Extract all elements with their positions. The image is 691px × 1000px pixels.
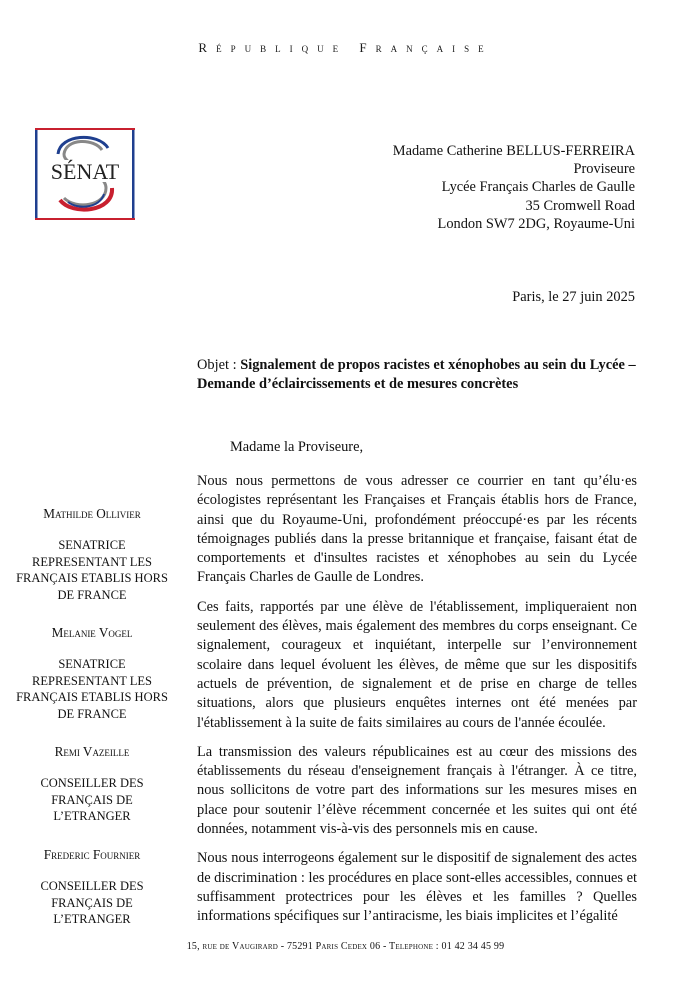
signatory-role: SENATRICE REPRESENTANT LES FRANÇAIS ETABLIS HORS DE FRANCE [16, 538, 168, 602]
paragraph: La transmission des valeurs républicaines est au cœur des missions des établissements du réseau d'enseignement français à l'étranger. À ce titre, nous sollicitons de votre part des informations sur les mesures mises en place pour soutenir l’élève récemment concernée et les suites qui ont été données, notamment vis-à-vis des personnels mis en cause. [197, 743, 637, 838]
object-separator: : [228, 357, 241, 373]
letter-object [197, 356, 637, 393]
recipient-title: Proviseure [573, 161, 635, 178]
letter-date: Paris, le 27 juin 2025 [512, 289, 635, 305]
recipient-school: Lycée Français Charles de Gaulle [441, 179, 635, 196]
recipient-city: London SW7 2DG, Royaume-Uni [437, 215, 635, 232]
signatory-role: CONSEILLER DES FRANÇAIS DE L’ETRANGER [40, 776, 144, 824]
recipient-address [393, 142, 635, 233]
logo-frame-left [35, 128, 38, 220]
recipient-name: Madame Catherine BELLUS-FERREIRA [392, 143, 635, 159]
footer-address: 15, rue de Vaugirard - 75291 Paris Cedex 06 - Telephone : 01 42 34 45 99 [186, 941, 505, 952]
logo-frame-bottom [35, 218, 135, 220]
salutation: Madame la Proviseure, [230, 439, 364, 455]
signatory-name: Frederic Fournier [43, 846, 141, 862]
paragraph: Nous nous interrogeons également sur le dispositif de signalement des actes de discrimination : les procédures en place sont-elles accessibles, connues et suffisamment protectrices pour les élèves et les familles ? Quelles informations spécifiques sur l’antiracisme, les biais implicites et l’égalité [197, 850, 637, 925]
object-text: Signalement de propos racistes et xénophobes au sein du Lycée – Demande d’éclaircissements et de mesures concrètes [197, 357, 636, 392]
paragraph: Ces faits, rapportés par une élève de l'établissement, impliqueraient non seulement des élèves, mais également des membres du corps enseignant. Ce signalement, courageux et inquiétant, interpelle sur l’environnement scolaire dans lequel évoluent les élèves, de même que sur les dispositifs actuels de prévention, de signalement et de prise en charge de telles situations, alors que plusieurs enquêtes internes ont été menées par l'établissement à la suite de faits similaires au cours de l'année écoulée. [197, 598, 637, 731]
signatories-sidebar [12, 506, 172, 927]
signatory-role: CONSEILLER DES FRANÇAIS DE L’ETRANGER [40, 879, 144, 926]
logo-frame-right [132, 128, 135, 220]
paragraph: Nous nous permettons de vous adresser ce courrier en tant qu’élu·es écologistes représentant les Françaises et Français établis hors de France, ainsi que du Royaume-Uni, profondément préoccupé·es par les récents témoignages publiés dans la presse britannique et française, faisant état de comportements et d'insultes racistes et xénophobes au sein du Lycée Français Charles de Gaulle de Londres. [197, 473, 637, 586]
logo-text: SÉNAT [50, 159, 120, 184]
republique-francaise-header: République Française [198, 40, 493, 55]
signatory-name: Remi Vazeille [54, 744, 130, 760]
senat-logo [32, 124, 138, 224]
signatory-role: SENATRICE REPRESENTANT LES FRANÇAIS ETABLIS HORS DE FRANCE [16, 657, 168, 721]
signatory-name: Melanie Vogel [51, 625, 133, 641]
signatory-name: Mathilde Ollivier [43, 506, 141, 521]
letter-body [197, 472, 637, 937]
object-label: Objet [197, 357, 229, 373]
logo-frame-top [35, 128, 135, 130]
recipient-street: 35 Cromwell Road [525, 197, 635, 214]
